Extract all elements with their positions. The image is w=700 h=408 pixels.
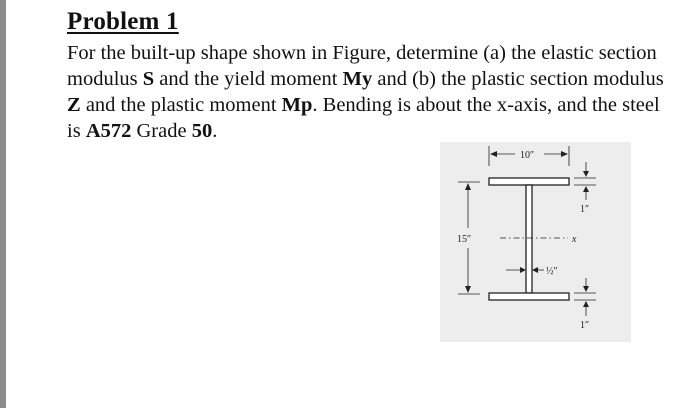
web xyxy=(526,185,532,293)
x-axis-line xyxy=(500,234,577,245)
statement-bold-term: My xyxy=(342,68,373,90)
bottom-flange-thickness-label: 1″ xyxy=(580,320,590,331)
problem-title: Problem 1 xyxy=(67,8,179,35)
top-flange-thickness-dimension xyxy=(574,162,596,215)
top-flange-thickness-label: 1″ xyxy=(580,204,590,215)
statement-text: . xyxy=(212,120,218,142)
statement-text: For the built-up shape shown in Figure, determine (a) the elastic section modulus xyxy=(67,42,657,90)
statement-bold-term: A572 xyxy=(85,120,132,142)
bottom-flange-thickness-dimension xyxy=(574,278,596,331)
top-flange xyxy=(489,178,569,185)
i-shape-diagram xyxy=(440,142,631,342)
x-axis-label: x xyxy=(572,234,577,245)
statement-bold-term: 50 xyxy=(191,120,213,142)
built-up-section-figure xyxy=(440,142,631,342)
left-margin-rule xyxy=(0,0,6,408)
web-thickness-label: ½″ xyxy=(546,266,558,277)
statement-text: and the yield moment xyxy=(154,68,343,90)
statement-text: Grade xyxy=(131,120,192,142)
statement-bold-term: Mp xyxy=(281,94,313,116)
flange-width-label: 10″ xyxy=(520,150,535,161)
statement-text: . Bending is about the x-axis, and the steel is xyxy=(67,94,660,142)
bottom-flange xyxy=(489,293,569,300)
statement-text: and the plastic moment xyxy=(80,94,282,116)
flange-width-dimension xyxy=(489,146,569,166)
statement-text: and (b) the plastic section modulus xyxy=(372,68,664,90)
statement-bold-term: S xyxy=(142,68,155,90)
problem-statement xyxy=(67,40,677,144)
depth-label: 15″ xyxy=(457,234,472,245)
depth-dimension xyxy=(457,182,480,294)
statement-bold-term: Z xyxy=(67,94,81,116)
